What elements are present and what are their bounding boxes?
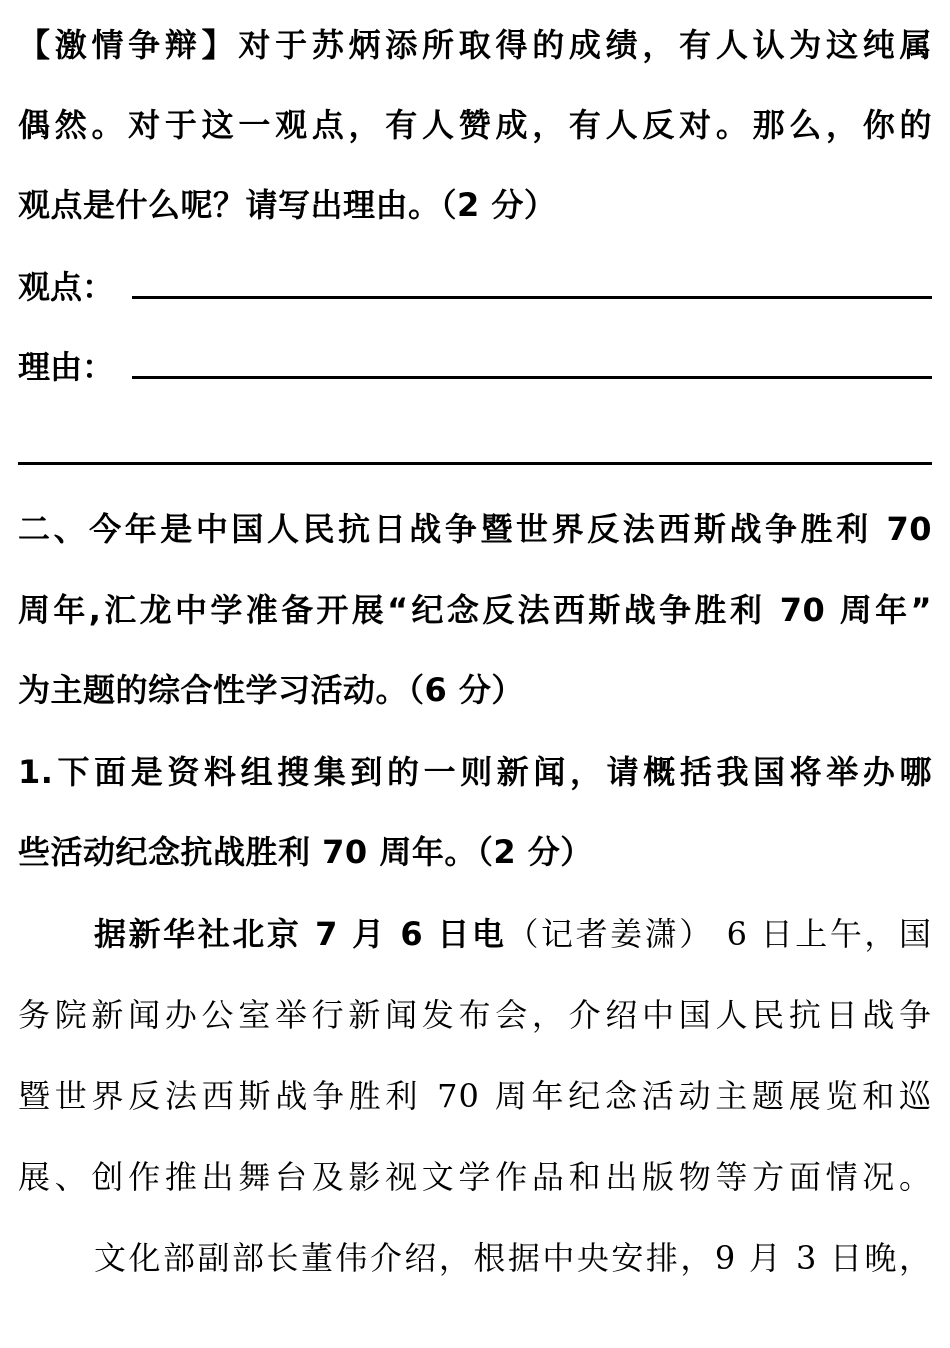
section2-line-2: 周年,汇龙中学准备开展“纪念反法西斯战争胜利 70 周年” — [18, 591, 932, 629]
news-byline: （记者姜潇） 6 日上午，国 — [506, 915, 932, 953]
reason-label: 理由： — [18, 348, 115, 386]
debate-prompt-line-2: 偶然。对于这一观点，有人赞成，有人反对。那么，你的 — [18, 106, 932, 144]
viewpoint-answer-row — [18, 247, 932, 327]
section2-line-1: 二、今年是中国人民抗日战争暨世界反法西斯战争胜利 70 — [18, 510, 932, 548]
viewpoint-label: 观点： — [18, 268, 115, 306]
news-paragraph-1-line-4: 展、创作推出舞台及影视文学作品和出版物等方面情况。 — [18, 1158, 932, 1196]
reason-answer-row — [18, 327, 932, 407]
news-paragraph-1-line-1 — [94, 894, 932, 974]
question1-line-2: 些活动纪念抗战胜利 70 周年。（2 分） — [18, 833, 593, 871]
question1-line-1: 1.下面是资料组搜集到的一则新闻，请概括我国将举办哪 — [18, 753, 932, 791]
section2-line-3: 为主题的综合性学习活动。（6 分） — [18, 671, 524, 709]
viewpoint-answer-line[interactable] — [132, 296, 932, 299]
reason-answer-line[interactable] — [132, 376, 932, 379]
news-paragraph-2-line-1: 文化部副部长董伟介绍，根据中央安排，9 月 3 日晚， — [94, 1239, 932, 1277]
debate-prompt-line-3: 观点是什么呢？请写出理由。（2 分） — [18, 186, 557, 224]
news-paragraph-1-line-2: 务院新闻办公室举行新闻发布会，介绍中国人民抗日战争 — [18, 996, 932, 1034]
news-paragraph-1-line-3: 暨世界反法西斯战争胜利 70 周年纪念活动主题展览和巡 — [18, 1077, 932, 1115]
reason-answer-line-2[interactable] — [18, 462, 932, 465]
news-dateline: 据新华社北京 7 月 6 日电 — [94, 915, 507, 953]
debate-prompt-line-1: 【激情争辩】对于苏炳添所取得的成绩，有人认为这纯属 — [18, 26, 932, 64]
